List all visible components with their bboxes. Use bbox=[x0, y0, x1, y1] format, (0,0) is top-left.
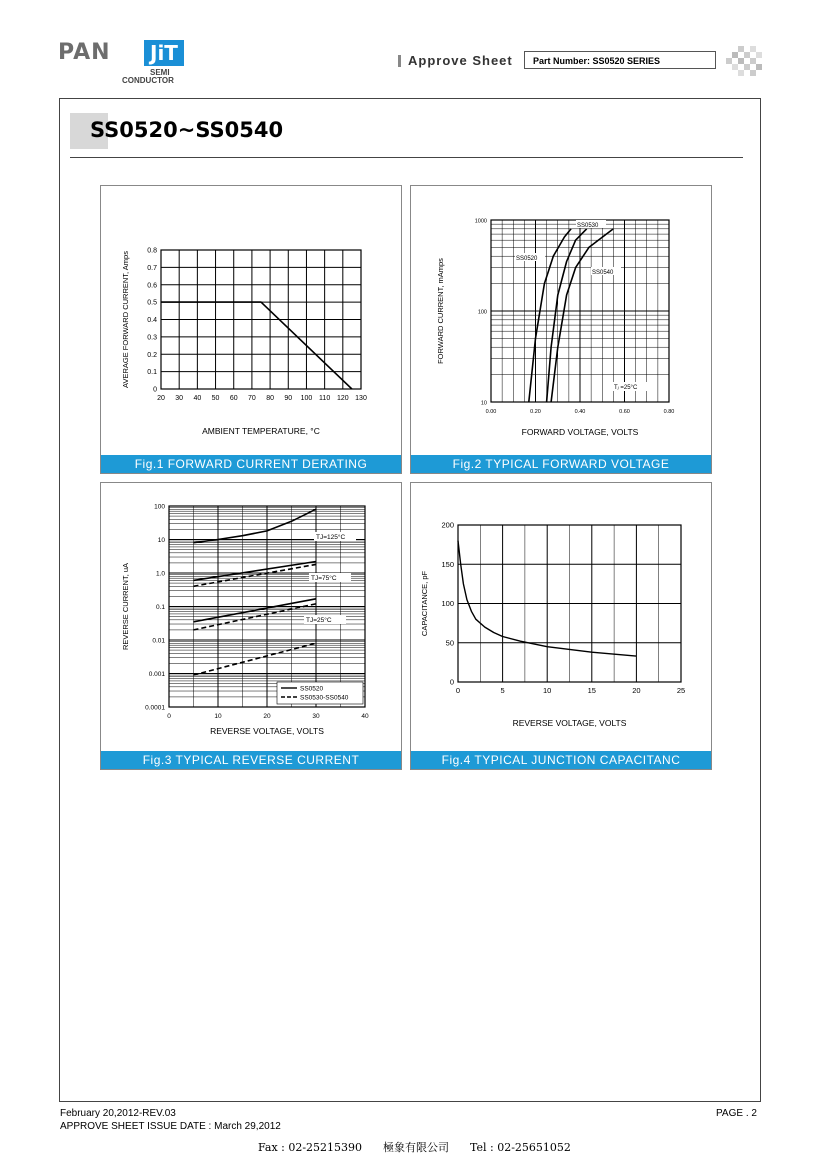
x-tick-label: 15 bbox=[587, 686, 596, 695]
chart-4-caption: Fig.4 TYPICAL JUNCTION CAPACITANC bbox=[411, 751, 711, 769]
series-line-5 bbox=[194, 643, 317, 675]
logo-conductor-text: CONDUCTOR bbox=[122, 76, 174, 85]
y-tick-label: 0.1 bbox=[155, 604, 165, 611]
y-tick-label: 50 bbox=[445, 638, 454, 648]
logo-semi-text: SEMI bbox=[150, 68, 170, 77]
x-tick-label: 5 bbox=[500, 686, 505, 695]
series-line-derating bbox=[161, 302, 352, 389]
y-tick-label: 0.0001 bbox=[145, 704, 165, 712]
y-tick-label: 0.1 bbox=[147, 369, 157, 377]
logo-jit-text: JiT bbox=[144, 40, 184, 66]
chart-3-caption: Fig.3 TYPICAL REVERSE CURRENT bbox=[101, 751, 401, 769]
y-tick-label: 0 bbox=[153, 386, 157, 394]
y-tick-label: 0.001 bbox=[148, 671, 165, 678]
y-tick-label: 150 bbox=[441, 559, 454, 569]
x-tick-label: 30 bbox=[312, 713, 320, 720]
title-divider bbox=[70, 157, 743, 158]
chart-2-svg bbox=[411, 186, 711, 456]
x-tick-label: 25 bbox=[676, 686, 686, 695]
chart-2-caption: Fig.2 TYPICAL FORWARD VOLTAGE bbox=[411, 455, 711, 473]
x-tick-label: 0.80 bbox=[663, 409, 675, 415]
x-axis-label: REVERSE VOLTAGE, VOLTS bbox=[512, 718, 627, 728]
part-number-box: Part Number: SS0520 SERIES bbox=[524, 51, 716, 69]
x-tick-label: 0.40 bbox=[574, 409, 586, 415]
x-tick-label: 20 bbox=[263, 713, 271, 720]
y-tick-label: 10 bbox=[480, 400, 487, 407]
y-axis-label: CAPACITANCE, pF bbox=[420, 570, 429, 637]
y-axis-label: AVERAGE FORWARD CURRENT, Amps bbox=[121, 251, 130, 388]
page-title: SS0520~SS0540 bbox=[90, 118, 284, 142]
temperature-annotation: TJ=25°C bbox=[306, 617, 332, 624]
y-tick-label: 0.7 bbox=[147, 264, 157, 272]
page-number: PAGE . 2 bbox=[716, 1108, 757, 1119]
x-tick-label: 70 bbox=[248, 395, 256, 402]
temperature-annotation: Tⱼ =25°C bbox=[614, 385, 638, 391]
chart-panel-4 bbox=[410, 482, 712, 770]
x-tick-label: 30 bbox=[175, 395, 184, 402]
y-tick-label: 0 bbox=[449, 677, 454, 687]
x-tick-label: 130 bbox=[355, 395, 367, 402]
x-tick-label: 10 bbox=[543, 686, 552, 695]
y-axis-label: FORWARD CURRENT, mAmps bbox=[436, 258, 445, 364]
x-tick-label: 120 bbox=[336, 395, 349, 402]
checker-decoration-icon bbox=[726, 46, 762, 78]
y-tick-label: 0.01 bbox=[152, 637, 165, 645]
y-tick-label: 0.3 bbox=[147, 334, 157, 342]
x-tick-label: 110 bbox=[319, 395, 331, 402]
y-tick-label: 100 bbox=[477, 309, 487, 316]
y-tick-label: 200 bbox=[441, 520, 454, 530]
y-tick-label: 0.5 bbox=[147, 299, 157, 307]
chart-1-svg bbox=[101, 186, 401, 456]
x-tick-label: 10 bbox=[214, 713, 222, 720]
y-tick-label: 0.2 bbox=[147, 351, 157, 359]
y-tick-label: 10 bbox=[157, 537, 165, 544]
y-tick-label: 0.6 bbox=[147, 282, 157, 290]
x-tick-label: 80 bbox=[266, 395, 274, 402]
y-axis-label: REVERSE CURRENT, uA bbox=[121, 562, 130, 651]
x-tick-label: 40 bbox=[361, 713, 369, 720]
contact-line: Fax : 02-25215390 極象有限公司 Tel : 02-25651052 bbox=[258, 1141, 571, 1154]
approve-sheet-label: Approve Sheet bbox=[408, 53, 513, 68]
chart-4-svg bbox=[411, 483, 711, 753]
x-axis-label: FORWARD VOLTAGE, VOLTS bbox=[521, 427, 639, 437]
x-tick-label: 20 bbox=[632, 686, 641, 695]
chart-panel-3 bbox=[100, 482, 402, 770]
y-tick-label: 100 bbox=[441, 599, 454, 608]
series-line-1 bbox=[194, 562, 317, 581]
temperature-annotation: TJ=125°C bbox=[316, 534, 346, 541]
series-label-ss0530: SS0530 bbox=[577, 223, 599, 229]
series-line-0 bbox=[194, 509, 317, 543]
y-tick-label: 1000 bbox=[474, 218, 487, 225]
x-axis-label: REVERSE VOLTAGE, VOLTS bbox=[210, 726, 324, 736]
series-line-4 bbox=[194, 604, 317, 630]
chart-1-caption: Fig.1 FORWARD CURRENT DERATING bbox=[101, 455, 401, 473]
temperature-annotation: TJ=75°C bbox=[311, 575, 337, 582]
y-tick-label: 0.8 bbox=[147, 247, 157, 255]
x-tick-label: 0 bbox=[167, 713, 171, 720]
x-tick-label: 50 bbox=[211, 395, 220, 402]
y-tick-label: 1.0 bbox=[155, 570, 165, 578]
series-line-3 bbox=[194, 599, 317, 622]
series-label-ss0520: SS0520 bbox=[516, 256, 538, 262]
x-tick-label: 0 bbox=[455, 686, 461, 695]
revision-date: February 20,2012-REV.03 bbox=[60, 1108, 176, 1119]
series-label-ss0540: SS0540 bbox=[592, 270, 614, 276]
panjit-logo bbox=[58, 38, 188, 88]
x-tick-label: 0.00 bbox=[485, 409, 497, 415]
chart-3-svg bbox=[101, 483, 401, 753]
x-axis-label: AMBIENT TEMPERATURE, °C bbox=[202, 426, 320, 436]
x-tick-label: 20 bbox=[157, 395, 165, 402]
chart-panel-2 bbox=[410, 185, 712, 474]
approve-bar-icon bbox=[398, 55, 401, 67]
x-tick-label: 40 bbox=[193, 395, 202, 402]
x-tick-label: 0.20 bbox=[530, 409, 541, 415]
legend-label-ss0520: SS0520 bbox=[300, 685, 324, 693]
y-tick-label: 100 bbox=[154, 503, 165, 511]
x-tick-label: 100 bbox=[300, 395, 313, 402]
legend-label-ss0530-ss0540: SS0530-SS0540 bbox=[300, 694, 349, 702]
issue-date: APPROVE SHEET ISSUE DATE : March 29,2012 bbox=[60, 1121, 281, 1132]
x-tick-label: 60 bbox=[229, 395, 238, 402]
chart-panel-1 bbox=[100, 185, 402, 474]
x-tick-label: 90 bbox=[284, 395, 293, 402]
y-tick-label: 0.4 bbox=[147, 317, 157, 324]
logo-pan-text: PAN bbox=[58, 40, 111, 65]
x-tick-label: 0.60 bbox=[619, 409, 630, 415]
